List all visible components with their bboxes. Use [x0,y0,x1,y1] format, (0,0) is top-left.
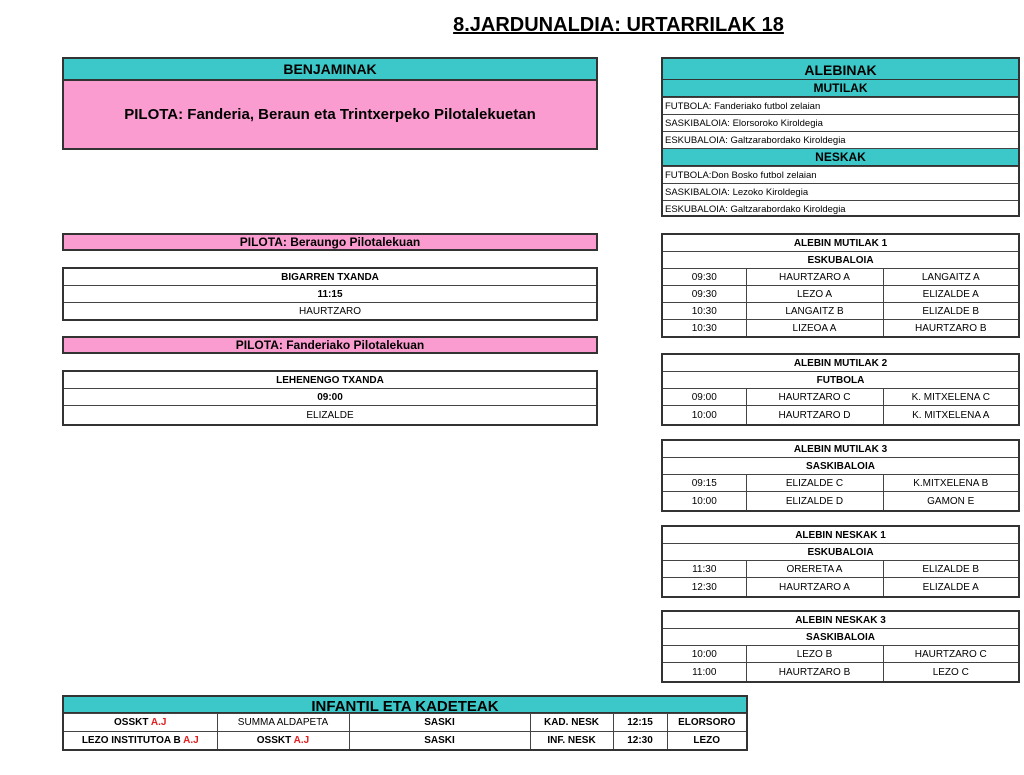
alebinak-panel [661,57,1020,217]
team1-tag: A.J [150,717,167,728]
team2-tag: A.J [293,735,310,746]
match-home: LANGAITZ B [746,303,883,320]
team2-name: SUMMA ALDAPETA [237,717,329,728]
group-sport: SASKIBALOIA [662,629,1019,646]
group-alebin-mutilak-2 [661,353,1020,426]
match-away: ELIZALDE A [883,286,1019,303]
match-time: 10:30 [662,320,746,338]
group-title: ALEBIN NESKAK 1 [662,526,1019,544]
team1-cell [63,714,217,732]
match-row [662,303,1019,320]
match-home: HAURTZARO A [746,269,883,286]
match-away: ELIZALDE B [883,303,1019,320]
page-title: 8.JARDUNALDIA: URTARRILAK 18 [453,14,784,36]
team2-name: OSSKT [256,735,292,746]
match-away: HAURTZARO B [883,320,1019,338]
match-row [662,286,1019,303]
group-alebin-neskak-1 [661,525,1020,598]
group-alebin-mutilak-3 [661,439,1020,512]
match-time: 12:30 [662,578,746,598]
sport-cell: SASKI [349,714,530,732]
match-home: ELIZALDE C [746,475,883,492]
place-cell: LEZO [667,732,747,751]
match-away: LEZO C [883,663,1019,683]
benjaminak-pilota-text: PILOTA: Fanderia, Beraun eta Trintxerpeko Pilotalekuetan [64,81,596,148]
match-home: HAURTZARO D [746,406,883,426]
infantil-row [63,714,747,732]
match-time: 09:15 [662,475,746,492]
mutilak-venue-saskibaloia: SASKIBALOIA: Elorsoroko Kiroldegia [663,115,1018,132]
match-time: 10:00 [662,492,746,512]
neskak-venue-saskibaloia: SASKIBALOIA: Lezoko Kiroldegia [663,184,1018,201]
match-home: ELIZALDE D [746,492,883,512]
fanderia-header: PILOTA: Fanderiako Pilotalekuan [62,336,598,354]
group-title: ALEBIN NESKAK 3 [662,611,1019,629]
match-row [662,406,1019,426]
match-away: K. MITXELENA C [883,389,1019,406]
group-alebin-mutilak-1 [661,233,1020,338]
match-time: 09:30 [662,269,746,286]
match-time: 10:30 [662,303,746,320]
mutilak-venue-eskubaloia: ESKUBALOIA: Galtzarabordako Kiroldegia [663,132,1018,149]
match-away: ELIZALDE A [883,578,1019,598]
match-away: GAMON E [883,492,1019,512]
group-sport: FUTBOLA [662,372,1019,389]
place-cell: ELORSORO [667,714,747,732]
group-alebin-neskak-3 [661,610,1020,683]
match-home: HAURTZARO B [746,663,883,683]
benjaminak-header: BENJAMINAK [64,59,596,81]
fanderia-row-team: ELIZALDE [63,406,597,426]
category-cell: INF. NESK [530,732,613,751]
group-title: ALEBIN MUTILAK 1 [662,234,1019,252]
team1-cell [63,732,217,751]
match-home: HAURTZARO A [746,578,883,598]
mutilak-venue-futbola: FUTBOLA: Fanderiako futbol zelaian [663,98,1018,115]
fanderia-row-time: 09:00 [63,389,597,406]
beraun-table [62,267,598,321]
alebinak-mutilak-header: MUTILAK [663,80,1018,97]
match-time: 10:00 [662,646,746,663]
time-cell: 12:30 [613,732,667,751]
match-row [662,269,1019,286]
match-row [662,646,1019,663]
fanderia-table [62,370,598,426]
infantil-row [63,732,747,751]
match-row [662,578,1019,598]
team1-name: LEZO INSTITUTOA B [81,735,181,746]
match-row [662,492,1019,512]
group-sport: SASKIBALOIA [662,458,1019,475]
team1-name: OSSKT [114,717,149,728]
infantil-header: INFANTIL ETA KADETEAK [62,695,748,713]
beraun-row-txanda: BIGARREN TXANDA [63,268,597,286]
infantil-panel [62,695,748,751]
team1-tag: A.J [183,735,199,746]
match-time: 09:00 [662,389,746,406]
match-home: LEZO B [746,646,883,663]
match-time: 09:30 [662,286,746,303]
match-away: K.MITXELENA B [883,475,1019,492]
alebinak-header: ALEBINAK [663,59,1018,80]
match-time: 11:00 [662,663,746,683]
match-home: ORERETA A [746,561,883,578]
team2-cell [217,732,349,751]
neskak-venue-futbola: FUTBOLA:Don Bosko futbol zelaian [663,167,1018,184]
match-time: 10:00 [662,406,746,426]
group-sport: ESKUBALOIA [662,544,1019,561]
match-time: 11:30 [662,561,746,578]
beraun-header: PILOTA: Beraungo Pilotalekuan [62,233,598,251]
group-title: ALEBIN MUTILAK 3 [662,440,1019,458]
benjaminak-panel [62,57,598,150]
fanderia-row-txanda: LEHENENGO TXANDA [63,371,597,389]
group-title: ALEBIN MUTILAK 2 [662,354,1019,372]
group-sport: ESKUBALOIA [662,252,1019,269]
match-row [662,320,1019,338]
match-away: ELIZALDE B [883,561,1019,578]
beraun-row-team: HAURTZARO [63,303,597,321]
match-away: HAURTZARO C [883,646,1019,663]
time-cell: 12:15 [613,714,667,732]
match-away: LANGAITZ A [883,269,1019,286]
match-home: HAURTZARO C [746,389,883,406]
match-row [662,663,1019,683]
team2-cell [217,714,349,732]
match-row [662,389,1019,406]
match-home: LEZO A [746,286,883,303]
match-row [662,475,1019,492]
match-away: K. MITXELENA A [883,406,1019,426]
match-row [662,561,1019,578]
neskak-venue-eskubaloia: ESKUBALOIA: Galtzarabordako Kiroldegia [663,201,1018,218]
sport-cell: SASKI [349,732,530,751]
beraun-row-time: 11:15 [63,286,597,303]
alebinak-neskak-header: NESKAK [663,149,1018,166]
match-home: LIZEOA A [746,320,883,338]
category-cell: KAD. NESK [530,714,613,732]
